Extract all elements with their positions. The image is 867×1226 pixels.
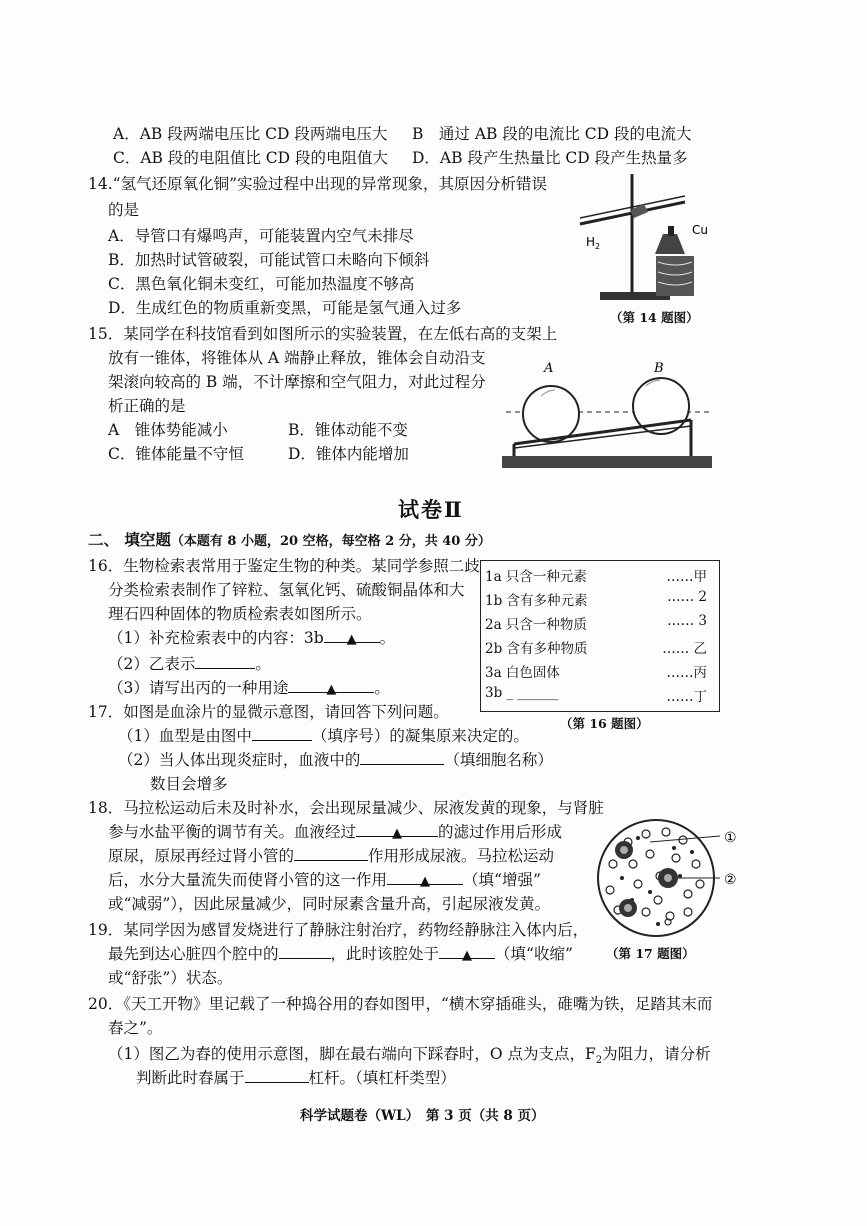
q17-caption: （第 17 题图） — [606, 946, 695, 961]
q14-apparatus-figure — [560, 166, 720, 311]
label-a: A — [544, 361, 554, 376]
section-heading — [88, 530, 491, 552]
key-condition: 2b 含有多种物质 — [485, 641, 588, 657]
q16-p3-end: 。 — [374, 679, 390, 697]
q18-l2-text: 参与水盐平衡的调节有关。血液经过 — [108, 823, 357, 841]
q18-l4-text: 后，水分大量流失而使肾小管的这一作用 — [108, 871, 388, 889]
key-row — [485, 613, 713, 633]
q17-part-2 — [118, 750, 553, 770]
q20-part-1-cont — [136, 1068, 456, 1088]
q17-p2-end: （填细胞名称） — [444, 751, 553, 769]
label-2: ② — [724, 872, 737, 888]
q14-option-d: D．生成红色的物质重新变黑，可能是氢气通入过多 — [108, 299, 462, 317]
q19-line-2 — [108, 944, 573, 964]
triangle-marker: ▲ — [326, 682, 337, 697]
q18-blank-3[interactable] — [387, 870, 463, 889]
q16-blank-3[interactable] — [288, 678, 374, 697]
q20-blank-1[interactable] — [245, 1068, 309, 1083]
q17-p2-text: （2）当人体出现炎症时，血液中的 — [118, 751, 361, 769]
q13-option-a: A．AB 段两端电压比 CD 段两端电压大 — [113, 125, 388, 143]
q18-l3-end: 作用形成尿液。马拉松运动 — [368, 847, 555, 865]
q20-stem: 20．《天工开物》里记载了一种捣谷用的舂如图甲，“横木穿插碓头，碓嘴为铁，足踏其末而 — [88, 995, 713, 1013]
key-condition: 1b 含有多种元素 — [485, 593, 588, 609]
q16-stem: 16．生物检索表常用于鉴定生物的种类。某同学参照二歧 — [88, 557, 480, 575]
q17-blank-1[interactable] — [252, 726, 312, 741]
key-condition: 3b _ ______ — [485, 685, 559, 701]
q20-stem-2: 舂之”。 — [108, 1019, 163, 1037]
q17-blood-smear-figure — [588, 812, 748, 952]
q20-p1-end: 为阻力，请分析 — [602, 1045, 711, 1063]
q16-p2-text: （2）乙表示 — [108, 655, 196, 673]
q19-l2-text: 最先到达心脏四个腔中的 — [108, 945, 279, 963]
q16-stem-2: 分类检索表制作了锌粒、氢氧化钙、硫酸铜晶体和大 — [108, 581, 465, 599]
q14-caption: （第 14 题图） — [610, 310, 699, 325]
q20-p1-text: （1）图乙为舂的使用示意图，脚在最右端向下踩舂时，O 点为支点，F — [108, 1045, 596, 1063]
q16-key-table — [480, 560, 720, 712]
q18-line-5: 或“减弱”），因此尿量减少，同时尿素含量升高，引起尿液发黄。 — [108, 895, 551, 913]
h2-label: $H_2$ — [586, 235, 601, 251]
cu-label: Cu — [692, 223, 708, 237]
q18-l4-end: （填“增强” — [463, 871, 541, 889]
q18-blank-1[interactable] — [356, 822, 438, 841]
q18-line-3 — [108, 846, 554, 866]
q15-cone-figure — [496, 356, 721, 474]
q13-option-b: B 通过 AB 段的电流比 CD 段的电流大 — [412, 125, 692, 143]
q19-blank-1[interactable] — [279, 944, 331, 959]
q16-p1-end: 。 — [379, 629, 396, 647]
q19-blank-2[interactable] — [439, 944, 495, 963]
q18-stem: 18．马拉松运动后未及时补水，会出现尿量减少、尿液发黄的现象，与肾脏 — [88, 799, 604, 817]
q15-stem-2: 放有一锥体，将锥体从 A 端静止释放，锥体会自动沿支 — [108, 349, 486, 367]
triangle-marker: ▲ — [420, 874, 431, 889]
q14-option-a: A．导管口有爆鸣声，可能装置内空气未排尽 — [108, 227, 414, 245]
key-result: …… 2 — [667, 589, 707, 605]
q15-stem-3: 架滚向较高的 B 端，不计摩擦和空气阻力，对此过程分 — [108, 373, 486, 391]
key-condition: 1a 只含一种元素 — [485, 569, 587, 585]
q15-option-b: B．锥体动能不变 — [288, 421, 408, 439]
q18-line-2 — [108, 822, 562, 842]
label-1: ① — [724, 830, 737, 846]
q16-blank-2[interactable] — [195, 654, 255, 669]
q19-l2-end: （填“收缩” — [495, 945, 573, 963]
key-result: …… 乙 — [662, 641, 707, 657]
q17-stem: 17．如图是血涂片的显微示意图，请回答下列问题。 — [88, 703, 449, 721]
q17-p1-text: （1）血型是由图中 — [118, 727, 252, 745]
f2-subscript: 2 — [595, 1055, 603, 1067]
key-result: …… 3 — [667, 613, 707, 629]
key-row — [485, 661, 713, 681]
q15-option-d: D．锥体内能增加 — [288, 445, 409, 463]
key-row — [485, 685, 713, 705]
triangle-marker: ▲ — [462, 948, 473, 963]
key-result: ……丙 — [666, 665, 707, 681]
q16-part-3 — [108, 678, 390, 698]
q20-l4-text: 判断此时舂属于 — [136, 1069, 245, 1087]
key-condition: 3a 白色固体 — [485, 665, 560, 681]
key-condition: 2a 只含一种物质 — [485, 617, 587, 633]
q16-p1-text: （1）补充检索表中的内容：3b — [108, 629, 324, 647]
q16-p3-text: （3）请写出丙的一种用途 — [108, 679, 289, 697]
q15-stem-4: 析正确的是 — [108, 397, 186, 415]
q16-stem-3: 理石四种固体的物质检索表如图所示。 — [108, 605, 372, 623]
q19-line-3: 或“舒张”）状态。 — [108, 969, 233, 987]
triangle-marker: ▲ — [392, 826, 403, 841]
q15-option-a: A 锥体势能减小 — [108, 421, 228, 439]
q17-part-1 — [118, 726, 529, 746]
q18-l2-end: 的滤过作用后形成 — [438, 823, 563, 841]
q16-caption: （第 16 题图） — [560, 716, 649, 731]
q13-option-c: C．AB 段的电阻值比 CD 段的电阻值大 — [113, 149, 389, 167]
q14-option-c: C．黑色氧化铜未变红，可能加热温度不够高 — [108, 275, 415, 293]
q17-blank-2[interactable] — [360, 750, 444, 765]
key-result: ……丁 — [666, 689, 707, 705]
q17-part-2-cont: 数目会增多 — [150, 775, 228, 793]
key-result: ……甲 — [666, 569, 707, 585]
q20-l4-end: 杠杆。（填杠杆类型） — [308, 1069, 456, 1087]
q18-l3-text: 原尿，原尿再经过肾小管的 — [108, 847, 295, 865]
section-title: 试卷Ⅱ — [398, 497, 464, 522]
q19-l2-mid: ，此时该腔处于 — [330, 945, 440, 963]
q14-option-b: B．加热时试管破裂，可能试管口未略向下倾斜 — [108, 251, 430, 269]
section-head-text: 二、 填空题 — [88, 530, 171, 549]
section-note: （本题有 8 小题，20 空格，每空格 2 分，共 40 分） — [170, 534, 491, 549]
q19-stem: 19．某同学因为感冒发烧进行了静脉注射治疗，药物经静脉注入体内后， — [88, 921, 589, 939]
q14-stem-cont: 的是 — [108, 201, 140, 219]
key-row — [485, 589, 713, 609]
label-b: B — [654, 361, 664, 376]
q18-blank-2[interactable] — [294, 846, 368, 861]
q14-stem: 14.“氢气还原氧化铜”实验过程中出现的异常现象，其原因分析错误 — [88, 175, 548, 193]
key-row — [485, 565, 713, 585]
q16-blank-1[interactable] — [324, 628, 380, 647]
q16-part-1 — [108, 628, 395, 648]
triangle-marker: ▲ — [346, 632, 357, 647]
q17-p1-end: （填序号）的凝集原来决定的。 — [311, 727, 529, 745]
page-footer: 科学试题卷（WL） 第 3 页（共 8 页） — [300, 1108, 545, 1124]
q18-line-4 — [108, 870, 541, 890]
q15-stem: 15．某同学在科技馆看到如图所示的实验装置，在左低右高的支架上 — [88, 325, 558, 343]
q16-p2-end: 。 — [255, 655, 271, 673]
q16-part-2 — [108, 654, 271, 674]
q13-option-d: D．AB 段产生热量比 CD 段产生热量多 — [412, 149, 688, 167]
key-row — [485, 637, 713, 657]
q15-option-c: C．锥体能量不守恒 — [108, 445, 244, 463]
